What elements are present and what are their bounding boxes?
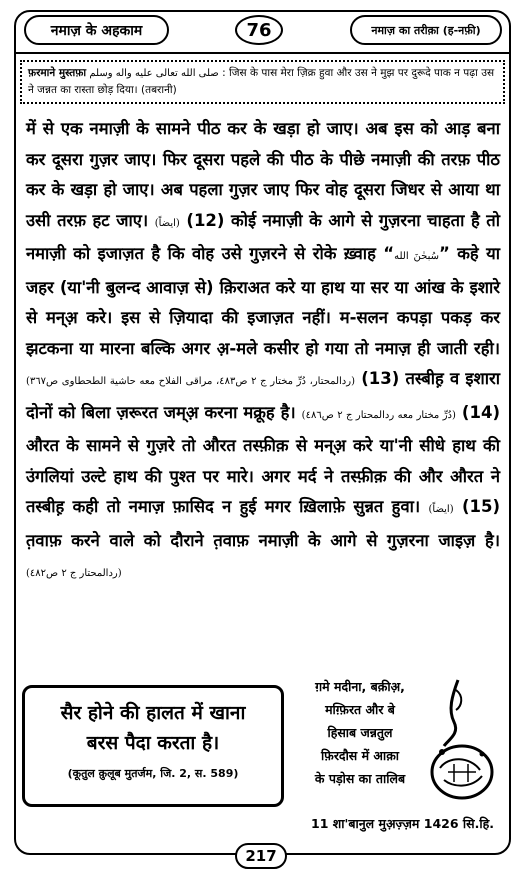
notice-label: फ़रमाने मुस्तफ़ा <box>28 67 87 79</box>
header-page-number: 76 <box>235 15 283 45</box>
body-text-6: त़वाफ़ करने वाले को दौराने त़वाफ़ नमाज़ी के आगे से गुज़रना जाइज़ है। <box>26 530 500 550</box>
dua-line-4: फ़िरदौस में आक़ा <box>320 748 400 763</box>
advice-box <box>22 685 284 807</box>
dua-line-3: हिसाब जन्नतुल <box>327 725 393 740</box>
reference-3: (دُرِّ مختار معه ردالمحتار ج ٢ ص٤٨٦) <box>301 409 456 421</box>
calligraphy-seal-icon <box>418 676 500 806</box>
dua-line-2: मग़्फ़िरत और बे <box>325 702 395 717</box>
body-text-1: में से एक नमाज़ी के सामने पीठ कर के खड़ा हो जाए। अब इस को आड़ बना कर दूसरा गुज़र जाए। फिर दूसरा पहले की पीठ के पीछे नमाज़ी की तरफ़ पीठ कर के खड़ा हो जाए। अब पहला गुज़र जाए फिर वोह दूसरा जिधर से आया था उसी तरफ़ हट जाए। <box>26 119 500 230</box>
reference-1: (ايضاً) <box>154 217 180 229</box>
header-divider <box>14 52 511 54</box>
reference-2: (ردالمحتار، دُرِّ مختار ج ٢ ص٤٨٣، مراقی الفلاح معه حاشية الطحطاوی ص٣٦٧) <box>26 376 355 387</box>
point-number-12: (12) <box>186 210 225 230</box>
point-number-15: (15) <box>461 497 501 516</box>
body-text-2: कोई नमाज़ी के आगे से गुज़रना चाहता है तो नमाज़ी को इजाज़त है कि वोह उसे गुज़रने से रोके ख़्वाह “ <box>26 210 500 263</box>
header-chapter-title: नमाज़ का तरीक़ा (ह-नफ़ी) <box>350 15 502 45</box>
advice-line-1: सैर होने की हालत में खाना <box>60 702 246 724</box>
point-number-13: (13) <box>361 369 400 388</box>
advice-source: (कूतुल क़ुलूब मुतर्जम, जि. 2, स. 589) <box>67 767 239 780</box>
notice-salutation: صلى الله تعالى عليه واله وسلم <box>89 68 219 79</box>
dua-line-5: के पड़ोस का तालिब <box>314 771 406 786</box>
advice-line-2: बरस पैदा करता है। <box>86 732 220 754</box>
body-text-3: ” कहे या जहर (या'नी बुलन्द आवाज़ से) क़िराअत करे या हाथ या सर या आंख के इशारे से मन्अ़ करे। इस से ज़ियादा की इजाज़त नहीं। म-सलन कपड़ा पकड़ कर झटकना या मारना बल्कि अगर अ़-मले कसीर हो गया तो नमाज़ ही जाती रही। <box>26 244 500 358</box>
subhanallah-text: سُبحٰنَ الله <box>394 251 439 262</box>
body-text-4: तस्बीह़ व इशारा दोनों को बिला ज़रूरत जम्अ़ करना मक्रूह है। <box>26 369 501 422</box>
reference-4: (ايضاً) <box>428 504 454 515</box>
body-text-5: औरत के सामने से गुज़रे तो औरत तस्फ़ीक़ से मन्अ़ करे या'नी सीधे हाथ की उंगलियां उल्टे हाथ की पुश्त पर मारे। अगर मर्द ने तस्फ़ीक़ की और औरत ने तस्बीह़ कही तो नमाज़ फ़ासिद न हुई मगर ख़िलाफ़े सुन्नत हुवा। <box>26 436 500 516</box>
footer-page-number: 217 <box>235 843 287 869</box>
point-number-14: (14) <box>461 402 500 422</box>
header-book-title: नमाज़ के अहकाम <box>24 15 169 45</box>
dua-text-block <box>300 675 420 790</box>
dua-date: 11 शा'बानुल मुअ़ज़्ज़म 1426 सि.हि. <box>311 816 494 831</box>
notice-text: : जिस के पास मेरा ज़िक्र हुवा और उस ने मुझ पर दुरूदे पाक न पढ़ा उस ने जन्नत का रास्ता छोड़ दिया। (तबरानी) <box>28 67 495 96</box>
reference-5: (ردالمحتار ج ٢ ص٤٨٢) <box>26 568 122 579</box>
main-body-text <box>26 114 500 590</box>
hadith-notice-box <box>20 60 505 104</box>
body-paragraph <box>26 114 500 590</box>
dua-line-1: ग़मे मदीना, बक़ीअ़, <box>315 679 405 694</box>
